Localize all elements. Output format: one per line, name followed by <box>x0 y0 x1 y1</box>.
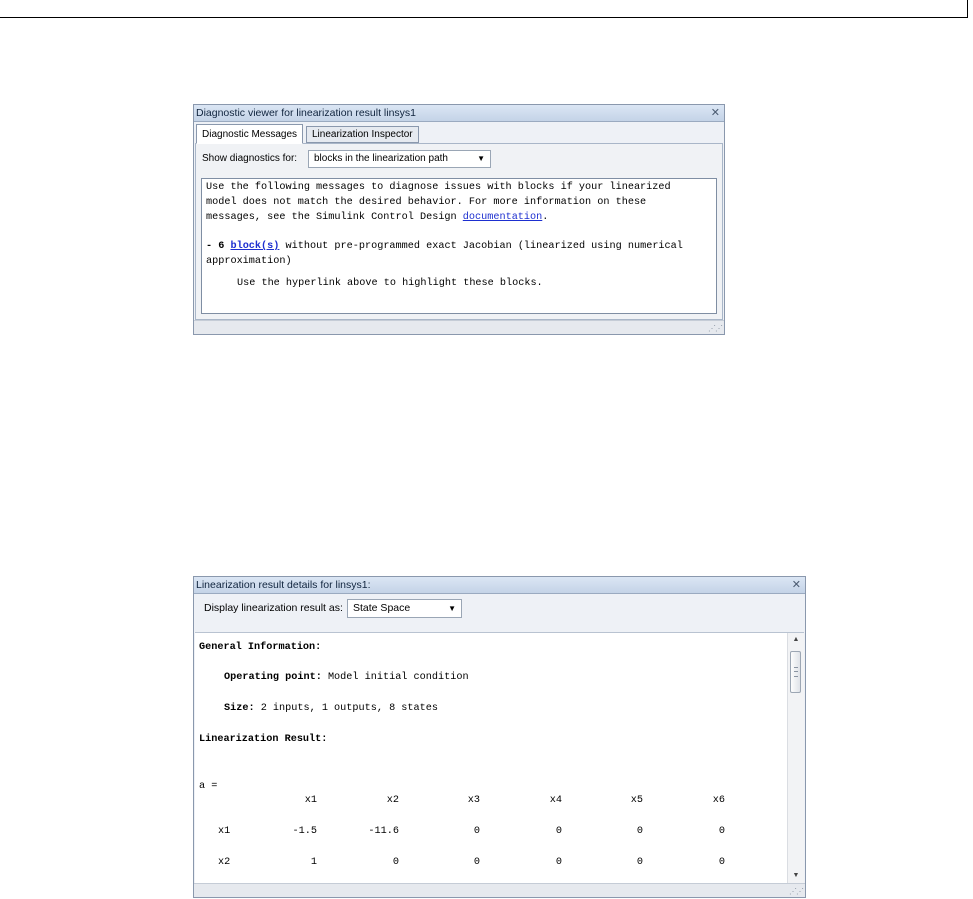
bullet-prefix: - 6 <box>206 241 231 252</box>
bullet-line-2: approximation) <box>206 256 292 267</box>
matrix-cell: 0 <box>718 857 725 868</box>
resize-grip-icon[interactable]: ⋰⋰ <box>708 324 722 333</box>
page-header-rule <box>0 17 968 18</box>
hint-text: Use the hyperlink above to highlight these blocks. <box>237 278 543 289</box>
linearization-result-heading: Linearization Result: <box>199 734 328 745</box>
message-line-3 <box>206 212 548 223</box>
show-diagnostics-dropdown[interactable] <box>308 150 491 168</box>
close-icon[interactable]: ✕ <box>791 579 801 591</box>
chevron-down-icon: ▼ <box>477 154 485 163</box>
matrix-cell: 0 <box>636 857 643 868</box>
matrix-cell: 1 <box>310 857 317 868</box>
grip-icon <box>794 667 798 677</box>
matrix-cell: -1.5 <box>292 826 317 837</box>
tab-diagnostic-messages[interactable]: Diagnostic Messages <box>196 124 303 144</box>
show-diagnostics-value: blocks in the linearization path <box>314 153 448 164</box>
matrix-cell: -11.6 <box>368 826 399 837</box>
chevron-down-icon: ▼ <box>448 604 456 613</box>
operating-point-value: Model initial condition <box>321 672 469 683</box>
diagnostic-viewer-window <box>193 104 725 335</box>
result-details-titlebar <box>194 577 805 594</box>
matrix-cell: 0 <box>718 826 725 837</box>
matrix-cell: 0 <box>555 857 562 868</box>
resize-grip-icon[interactable]: ⋰⋰ <box>789 887 803 896</box>
size-line <box>224 703 438 714</box>
operating-point-label: Operating point: <box>224 672 322 683</box>
result-text-area <box>195 632 804 883</box>
message-line-2: model does not match the desired behavior. For more information on these <box>206 197 647 208</box>
vertical-scrollbar[interactable] <box>787 633 804 883</box>
general-info-heading: General Information: <box>199 642 322 653</box>
matrix-cell: 0 <box>392 857 399 868</box>
diagnostic-viewer-titlebar <box>194 105 724 122</box>
status-bar <box>194 883 805 897</box>
operating-point-line <box>224 672 469 683</box>
size-value: 2 inputs, 1 outputs, 8 states <box>254 703 438 714</box>
matrix-row-label: x1 <box>218 826 231 837</box>
matrix-label: a = <box>199 781 218 792</box>
matrix-col-header: x4 <box>549 795 562 806</box>
matrix-col-header: x1 <box>304 795 317 806</box>
page-header-tick <box>967 0 968 18</box>
display-result-label: Display linearization result as: <box>204 602 343 614</box>
documentation-link[interactable]: documentation <box>462 212 543 223</box>
matrix-row-label: x2 <box>218 857 231 868</box>
message-line-3-text: messages, see the Simulink Control Design <box>206 212 463 223</box>
bullet-line <box>206 241 683 252</box>
message-line-1: Use the following messages to diagnose issues with blocks if your linearized <box>206 182 671 193</box>
matrix-cell: 0 <box>555 826 562 837</box>
scroll-up-icon[interactable]: ▲ <box>792 636 800 643</box>
scroll-down-icon[interactable]: ▼ <box>792 872 800 879</box>
size-label: Size: <box>224 703 255 714</box>
diagnostic-viewer-title: Diagnostic viewer for linearization result linsys1 <box>196 107 417 119</box>
diagnostic-message-area <box>201 178 717 314</box>
close-icon[interactable]: ✕ <box>710 107 720 119</box>
matrix-cell: 0 <box>473 826 480 837</box>
result-details-window <box>193 576 806 898</box>
matrix-col-header: x6 <box>712 795 725 806</box>
matrix-col-header: x2 <box>386 795 399 806</box>
diagnostic-tab-body <box>195 143 723 320</box>
matrix-cell: 0 <box>473 857 480 868</box>
matrix-col-header: x5 <box>630 795 643 806</box>
show-diagnostics-label: Show diagnostics for: <box>202 153 298 164</box>
display-result-dropdown[interactable] <box>347 599 462 618</box>
tab-linearization-inspector[interactable]: Linearization Inspector <box>306 126 419 143</box>
bullet-rest: without pre-programmed exact Jacobian (linearized using numerical <box>279 241 683 252</box>
display-result-value: State Space <box>353 602 411 614</box>
blocks-link[interactable]: block(s) <box>230 241 280 252</box>
result-details-title: Linearization result details for linsys1: <box>196 579 371 591</box>
matrix-col-header: x3 <box>467 795 480 806</box>
status-bar <box>194 320 724 334</box>
message-line-3-tail: . <box>542 212 549 223</box>
matrix-cell: 0 <box>636 826 643 837</box>
scroll-thumb[interactable] <box>790 651 801 693</box>
